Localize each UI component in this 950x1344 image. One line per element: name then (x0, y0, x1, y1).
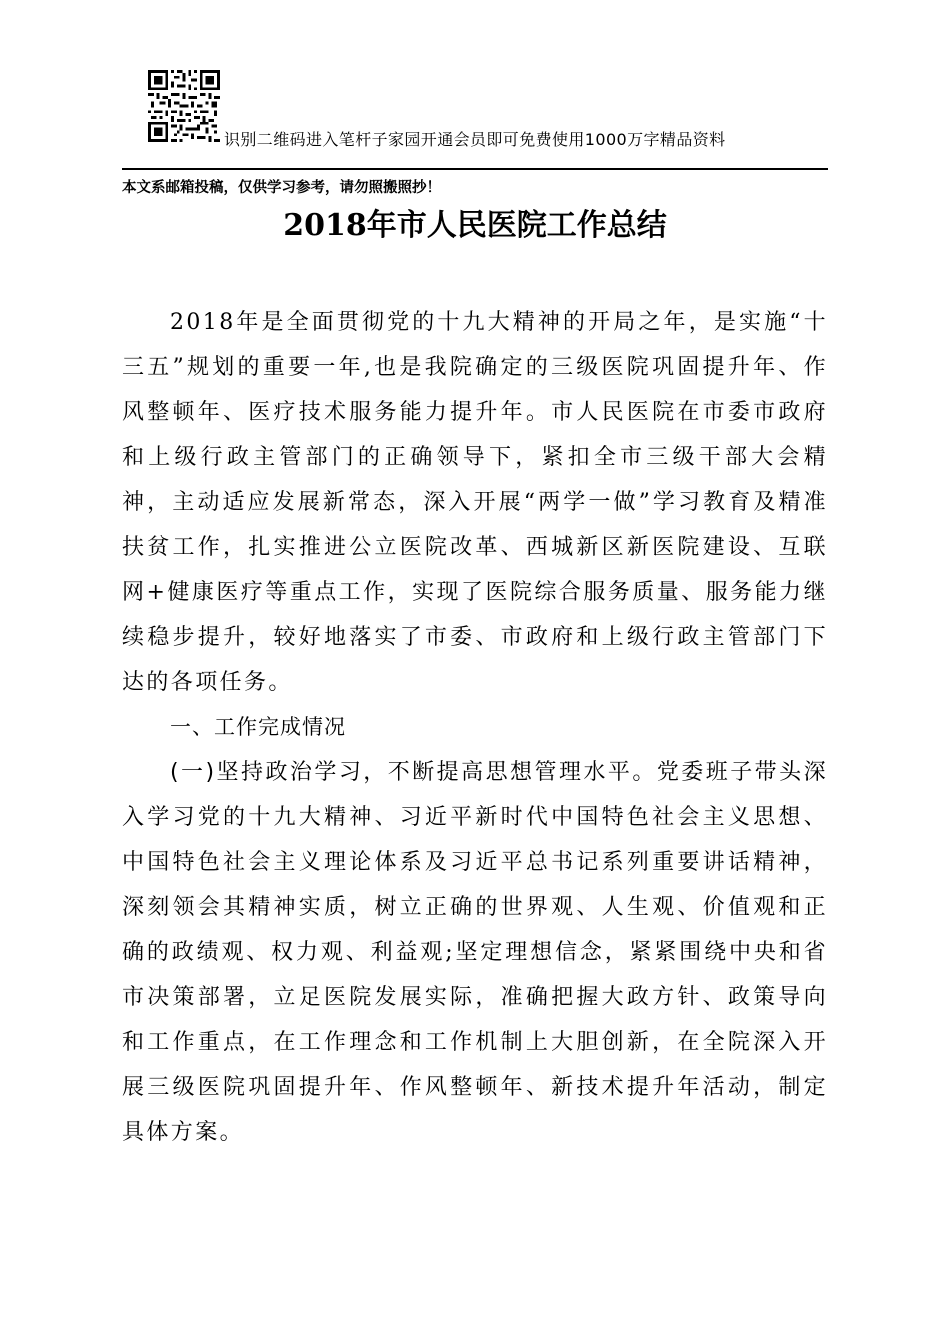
subsection-paragraph (122, 750, 828, 1155)
document-title: 2018年市人民医院工作总结 (283, 208, 667, 243)
intro-paragraph: 2018年是全面贯彻党的十九大精神的开局之年，是实施“十三五”规划的重要一年,也是我院确定的三级医院巩固提升年、作风整顿年、医疗技术服务能力提升年。市人民医院在市委市政府和上级行政主管部门的正确领导下，紧扣全市三级干部大会精神，主动适应发展新常态，深入开展“两学一做”学习教育及精准扶贫工作，扎实推进公立医院改革、西城新区新医院建设、互联网+健康医疗等重点工作，实现了医院综合服务质量、服务能力继续稳步提升，较好地落实了市委、市政府和上级行政主管部门下达的各项任务。 (122, 310, 828, 695)
header-divider (122, 168, 828, 170)
section-heading: 一、工作完成情况 (170, 715, 346, 739)
disclaimer-note: 本文系邮箱投稿，仅供学习参考，请勿照搬照抄！ (122, 179, 441, 196)
document-body (122, 300, 828, 1155)
qr-code-icon (148, 70, 220, 142)
subsection-lead: (一)坚持政治学习，不断提高思想管理水平。 (170, 760, 657, 785)
subsection-body: 党委班子带头深入学习党的十九大精神、习近平新时代中国特色社会主义思想、中国特色社会主义理论体系及习近平总书记系列重要讲话精神，深刻领会其精神实质，树立正确的世界观、人生观、价值观和正确的政绩观、权力观、利益观;坚定理想信念，紧紧围绕中央和省市决策部署，立足医院发展实际，准确把握大政方针、政策导向和工作重点，在工作理念和工作机制上大胆创新，在全院深入开展三级医院巩固提升年、作风整顿年、新技术提升年活动，制定具体方案。 (122, 760, 828, 1145)
promo-banner-text: 识别二维码进入笔杆子家园开通会员即可免费使用1000万字精品资料 (224, 130, 726, 149)
